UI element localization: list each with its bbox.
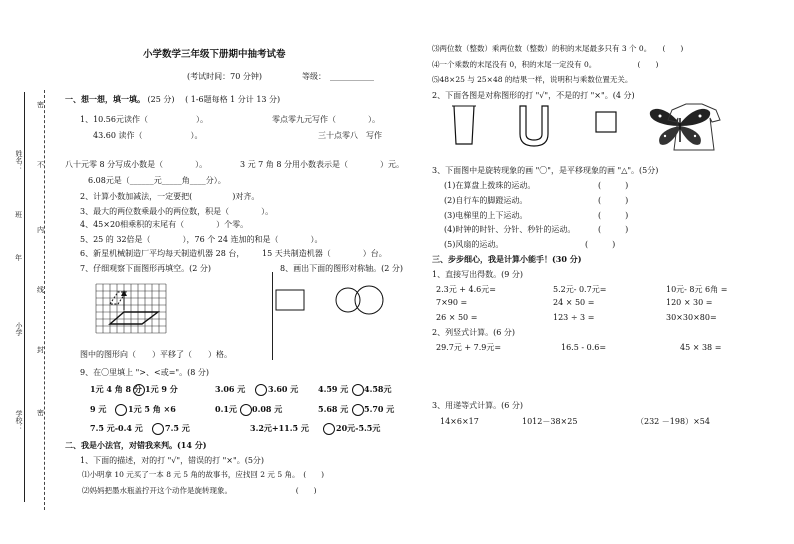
calc-3-title: 3、用递等式计算。(6 分) bbox=[432, 401, 523, 410]
calc-1-r3-c: 30×30×80= bbox=[666, 313, 717, 322]
cmp-r2-5: 5.68 元 bbox=[318, 404, 349, 414]
q1-c: 43.60 读作（ ）。 bbox=[93, 131, 203, 140]
rotation-paren: ( ) bbox=[585, 240, 616, 249]
section-1-heading bbox=[65, 95, 280, 104]
cmp-circle[interactable] bbox=[152, 423, 164, 435]
judge-5: ⑸48×25 与 25×48 的结果一样，说明积与乘数位置无关。 bbox=[432, 75, 633, 84]
cmp-r2-3: 0.1元 bbox=[215, 404, 237, 414]
q7: 7、仔细观察下面图形再填空。(2 分) bbox=[80, 264, 211, 273]
section-1-score: (25 分) bbox=[147, 95, 175, 104]
calc-1-r3-b: 123 ÷ 3 = bbox=[553, 313, 595, 322]
rectangle-shape bbox=[276, 290, 304, 310]
calc-3-b: 1012－38×25 bbox=[522, 417, 578, 426]
cmp-r3-4: 20元-5.5元 bbox=[336, 423, 381, 433]
calc-1-r2-b: 24 × 50 = bbox=[553, 298, 595, 307]
rotation-item-4: (4)时钟的时针、分针、秒针的运动。 bbox=[444, 225, 576, 234]
binding-label-school-suffix: 小学 bbox=[15, 322, 23, 336]
cut-mark-3: 内 bbox=[37, 226, 44, 234]
calc-1-r1-b: 5.2元- 0.7元= bbox=[553, 285, 607, 294]
q4: 4、45×20相乘积的末尾有（ ）个零。 bbox=[80, 220, 249, 229]
q1-b: 零点零九元写作（ ）。 bbox=[272, 115, 380, 124]
exam-time: (考试时间：70 分钟) bbox=[187, 72, 262, 81]
cmp-circle[interactable] bbox=[352, 384, 364, 396]
cut-mark-6: 密 bbox=[37, 409, 44, 417]
calc-1-title: 1、直接写出得数。(9 分) bbox=[432, 270, 523, 279]
calc-1-r3-a: 26 × 50 = bbox=[436, 313, 478, 322]
q5: 5、25 的 32倍是（ ），76 个 24 连加的和是（ ）。 bbox=[80, 235, 323, 244]
binding-label-class: 班 bbox=[15, 211, 22, 219]
judge-4: ⑷一个乘数的末尾没有 0，积的末尾一定没有 0。 ( ) bbox=[432, 60, 659, 69]
binding-name-line bbox=[24, 92, 25, 502]
symmetry-figures bbox=[450, 104, 720, 152]
butterfly-image bbox=[650, 109, 710, 145]
circle-left bbox=[336, 288, 360, 312]
calc-1-r1-a: 2.3元 + 4.6元= bbox=[436, 285, 496, 294]
s2-item-1: ⑴小明拿 10 元买了一本 8 元 5 角的故事书，应找回 2 元 5 角。 ( ) bbox=[82, 470, 325, 479]
cmp-circle[interactable] bbox=[133, 384, 145, 396]
rotation-item-3: (3)电梯里的上下运动。 bbox=[444, 211, 528, 220]
cmp-r1-4: 3.60 元 bbox=[268, 384, 299, 394]
q7-grid-figure bbox=[96, 284, 180, 344]
rotation-item-1: (1)在算盘上拨珠的运动。 bbox=[444, 181, 536, 190]
judge-3: ⑶两位数（整数）乘两位数（整数）的积的末尾最多只有 3 个 0。 ( ) bbox=[432, 44, 684, 53]
square-shape bbox=[596, 112, 616, 132]
grade-blank: ___________ bbox=[330, 72, 374, 81]
u-magnet-shape bbox=[520, 106, 548, 146]
section-1-note: ( 1-6题每格 1 分计 13 分) bbox=[185, 95, 281, 104]
calc-1-r1-c: 10元- 8元 6角 = bbox=[666, 285, 728, 294]
cut-mark-1: 密 bbox=[37, 101, 44, 109]
q8-shapes bbox=[272, 284, 392, 324]
cmp-r1-5: 4.59 元 bbox=[318, 384, 349, 394]
s2-q1: 1、下面的描述，对的打 "√"，错误的打 "×"。(5分) bbox=[80, 456, 265, 465]
q1-f: 3 元 7 角 8 分用小数表示是（ ）元。 bbox=[240, 160, 404, 169]
calc-1-r2-a: 7×90 = bbox=[436, 298, 468, 307]
grade-label: 等级： bbox=[302, 72, 326, 81]
cmp-r2-1: 9 元 bbox=[90, 404, 107, 414]
binding-label-name: 姓名： bbox=[15, 150, 23, 171]
exam-title: 小学数学三年级下册期中抽考试卷 bbox=[143, 49, 286, 60]
q1-g: 6.08元是（______元_____角____分）。 bbox=[88, 176, 226, 185]
cmp-r1-2: 1元 9 分 bbox=[145, 384, 178, 394]
q6-a: 6、新星机械制造厂平均每天制造机器 28 台， bbox=[80, 249, 245, 258]
rotation-paren: ( ) bbox=[598, 225, 629, 234]
cmp-r3-2: 7.5 元 bbox=[165, 423, 190, 433]
section-2-title: 二、我是小法官，对错我来判。(14 分) bbox=[65, 440, 207, 450]
q7-fill: 图中的图形向（ ）平移了（ ）格。 bbox=[80, 350, 232, 359]
calc-3-a: 14×6×17 bbox=[440, 417, 479, 426]
q2: 2、计算小数加减法，一定要把( )对齐。 bbox=[80, 192, 260, 201]
q3: 3、最大的两位数乘最小的两位数，积是（ ）。 bbox=[80, 207, 274, 216]
cmp-circle[interactable] bbox=[352, 404, 364, 416]
q9: 9、在〇里填上 ">、<或="。(8 分) bbox=[80, 368, 209, 377]
cut-line bbox=[44, 90, 45, 510]
cmp-r3-1: 7.5 元-0.4 元 bbox=[90, 423, 143, 433]
cmp-r3-3: 3.2元+11.5 元 bbox=[250, 423, 309, 433]
q1-a: 1、10.56元读作（ ）。 bbox=[80, 115, 208, 124]
cmp-r2-2: 1元 5 角 ×6 bbox=[128, 404, 176, 414]
q8: 8、画出下面的图形对称轴。(2 分) bbox=[280, 264, 403, 273]
s2-item-2: ⑵妈妈把墨水瓶盖拧开这个动作是旋转现象。 ( ) bbox=[82, 486, 317, 495]
circle-right bbox=[355, 286, 383, 314]
s2-q3: 3、下面图中是旋转现象的画 "〇"，是平移现象的画 "△"。(5分) bbox=[432, 166, 659, 175]
cut-mark-4: 线 bbox=[37, 286, 44, 294]
cut-mark-2: 不 bbox=[37, 161, 44, 169]
cmp-circle[interactable] bbox=[240, 404, 252, 416]
calc-3-c: （232 －198）×54 bbox=[636, 417, 710, 426]
binding-label-school: 学校： bbox=[15, 410, 23, 431]
s2-q2: 2、下面各图是对称图形的打 "√"，不是的打 "×"。(4 分) bbox=[432, 91, 635, 100]
rotation-paren: ( ) bbox=[598, 211, 629, 220]
cut-mark-5: 封 bbox=[37, 346, 44, 354]
section-3-title: 三、步步细心，我是计算小能手！(30 分) bbox=[432, 254, 582, 264]
cmp-r1-1: 1元 4 角 8 分 bbox=[90, 384, 142, 394]
rotation-item-5: (5)风扇的运动。 bbox=[444, 240, 504, 249]
rotation-item-2: (2)自行车的脚蹬运动。 bbox=[444, 196, 528, 205]
calc-2-a: 29.7元 + 7.9元= bbox=[436, 343, 502, 352]
calc-2-title: 2、列竖式计算。(6 分) bbox=[432, 328, 515, 337]
grid-lines bbox=[96, 284, 166, 333]
calc-2-c: 45 × 38 = bbox=[680, 343, 722, 352]
rotation-paren: ( ) bbox=[598, 196, 629, 205]
cmp-r2-6: 5.70 元 bbox=[364, 404, 395, 414]
cup-shape bbox=[454, 106, 474, 144]
cmp-circle[interactable] bbox=[323, 423, 335, 435]
rotation-paren: ( ) bbox=[598, 181, 629, 190]
q1-e: 八十元零 8 分写成小数是（ ）。 bbox=[65, 160, 208, 169]
cmp-circle[interactable] bbox=[255, 384, 267, 396]
q1-d: 三十点零八 写作 bbox=[318, 131, 382, 140]
calc-2-b: 16.5 - 0.6= bbox=[561, 343, 607, 352]
cmp-circle[interactable] bbox=[115, 404, 127, 416]
cmp-r1-3: 3.06 元 bbox=[215, 384, 246, 394]
cmp-r1-6: 4.58元 bbox=[364, 384, 392, 394]
q6-b: 15 天共制造机器（ ）台。 bbox=[262, 249, 387, 258]
calc-1-r2-c: 120 × 30 = bbox=[666, 298, 713, 307]
binding-label-grade: 年 bbox=[15, 254, 22, 262]
section-1-title: 一、想一想，填一填。 bbox=[65, 94, 145, 104]
cmp-r2-4: 0.08 元 bbox=[252, 404, 283, 414]
